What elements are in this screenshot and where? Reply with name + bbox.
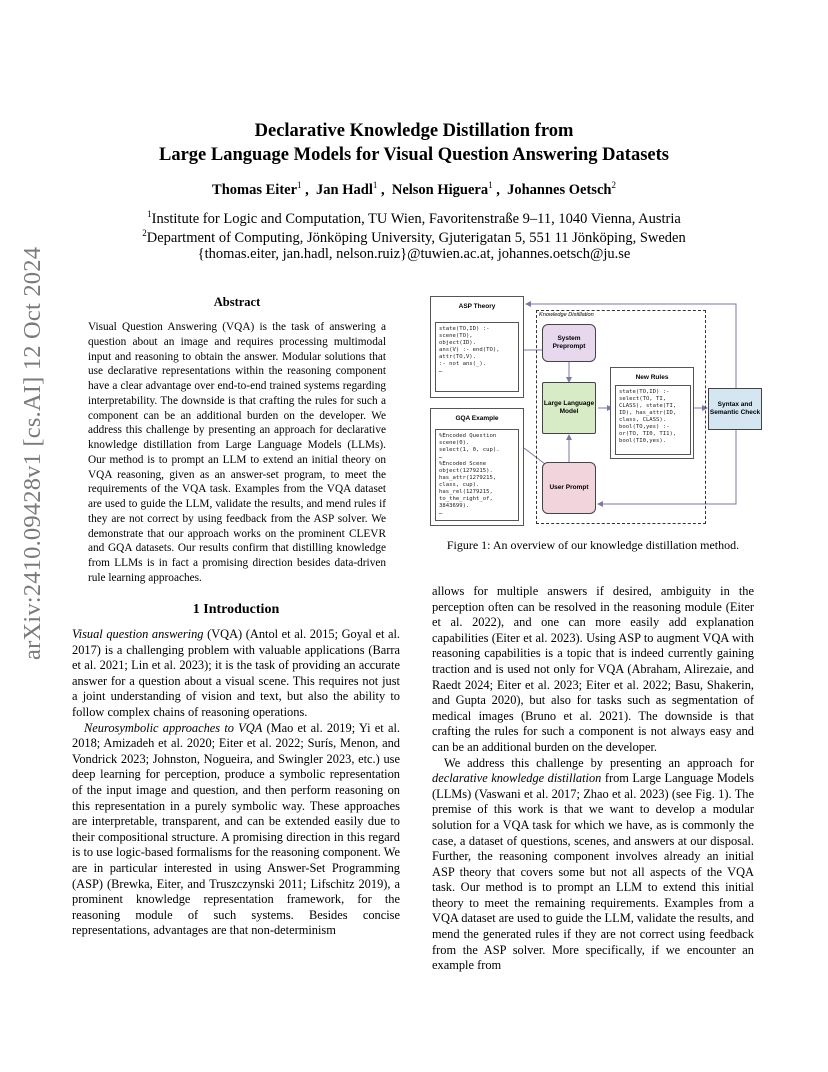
knowledge-distillation-label: Knowledge Distillation — [539, 312, 594, 318]
author-emails: {thomas.eiter, jan.hadl, nelson.ruiz}@tuwien.ac.at, johannes.oetsch@ju.se — [197, 246, 631, 262]
intro-paragraph-2: Neurosymbolic approaches to VQA (Mao et al. 2019; Yi et al. 2018; Amizadeh et al. 2020; Eiter et al. 2022; Surís, Menon, and Vondrick 2023; Johnston, Nogueira, and Swingler 2023, etc.) use deep learning for perception, produce a symbolic representation of the input image and question, and then perform reasoning on this representation in a purely symbolic way. These approaches are interpretable, transparent, and can be extended easily due to their compositional structure. A promising direction in this regard is to use logic-based formalisms for the reasoning component. We are in particular interested in using Answer-Set Programming (ASP) (Brewka, Eiter, and Truszczynski 2011; Lifschitz 2019), a prominent knowledge representation framework, for the reasoning module of such systems. Besides concise representations, advantages are that non-determinism — [72, 720, 400, 938]
gqa-example-panel — [430, 408, 524, 526]
syntax-semantic-check-node: Syntax and Semantic Check — [708, 388, 762, 430]
title-line-2: Large Language Models for Visual Question Answering Datasets — [159, 145, 669, 165]
gqa-example-title: GQA Example — [455, 415, 499, 422]
user-prompt-node: User Prompt — [542, 462, 596, 514]
right-column-text — [432, 584, 754, 974]
introduction-heading: 1 Introduction — [192, 602, 280, 617]
asp-theory-title: ASP Theory — [458, 303, 496, 310]
title-line-1: Declarative Knowledge Distillation from — [254, 121, 574, 141]
left-column-text — [72, 627, 400, 939]
affiliation-1: $^1$Institute for Logic and Computation, TU Wien, Favoritenstraße 9–11, 1040 Vienna, Austria — [147, 209, 681, 227]
new-rules-panel — [610, 367, 694, 459]
gqa-example-code: %Encoded Question scene(0). select(1, 0, cup). … %Encoded Scene object(1279215). has_attr(1279215, class, cup). has_rel(1279215, to_the_right_of, 3843699). … — [435, 429, 519, 521]
author-list: Thomas Eiter$^1$ , Jan Hadl$^1$ , Nelson Higuera$^1$ , Johannes Oetsch$^2$ — [212, 180, 616, 198]
figure-caption: Figure 1: An overview of our knowledge distillation method. — [446, 538, 740, 552]
system-preprompt-node: System Preprompt — [542, 324, 596, 362]
new-rules-title: New Rules — [635, 374, 669, 381]
author-3: Nelson Higuera$^1$ — [391, 180, 493, 198]
abstract-text: Visual Question Answering (VQA) is the task of answering a question about an image and requires processing multimodal input and reasoning to obtain the answer. Modular solutions that use declarative representations within the reasoning component have a clear advantage over end-to-end trained systems regarding interpretability. The downside is that crafting the rules for such a component can be an additional burden on the developer. We address this challenge by presenting an approach for declarative knowledge distillation from Large Language Models (LLMs). Our method is to prompt an LLM to extend an initial theory on VQA reasoning, given as an answer-set program, to meet the requirements of the VQA task. Examples from the VQA dataset are used to guide the LLM, validate the results, and mend rules if they are not correct by using feedback from the ASP solver. We demonstrate that our approach works on the prominent CLEVR and GQA datasets. Our results confirm that distilling knowledge from LLMs is in fact a promising direction besides data-driven rule learning approaches. — [88, 321, 386, 584]
new-rules-code: state(TO,ID) :- select(TO, TI, CLASS), state(TI, ID), has_attr(ID, class, CLASS). bool(TO,yes) :- or(TO, TI0, TI1), bool(TI0,yes). — [615, 385, 691, 455]
author-1: Thomas Eiter$^1$ — [212, 180, 302, 198]
asp-theory-code: state(TO,ID) :- scene(TO), object(ID). ans(V) :- end(TO), attr(TO,V). :- not ans(_). … — [435, 322, 519, 392]
intro-paragraph-1: Visual question answering (VQA) (Antol et al. 2015; Goyal et al. 2017) is a challenging problem with valuable applications (Barra et al. 2021; Lin et al. 2023); it is the task of providing an accurate answer for a question about a visual scene. This requires not just a joint understanding of vision and text, but also the ability to follow complex chains of reasoning operations. — [72, 627, 400, 719]
affiliation-2: $^2$Department of Computing, Jönköping University, Gjuterigatan 5, 551 11 Jönköping, Sweden — [142, 228, 686, 246]
abstract-heading: Abstract — [213, 295, 261, 309]
paper-title — [0, 119, 828, 167]
intro-paragraph-4: We address this challenge by presenting an approach for declarative knowledge distillation from Large Language Models (LLMs) (Vaswani et al. 2017; Zhao et al. 2023) (see Fig. 1). The premise of this work is that we want to develop a modular solution for a VQA task for which we have, as is commonly the case, a dataset of questions, scenes, and answers at our disposal. Further, the reasoning component involves already an initial ASP theory that covers some but not all aspects of the VQA task. Our method is to prompt an LLM to extend this initial theory to meet the remaining requirements. Examples from a VQA dataset are used to guide the LLM, validate the results, and mend the generated rules if they are not correct using feedback from the ASP solver. More specifically, if we encounter an example from — [432, 755, 754, 973]
intro-paragraph-3: allows for multiple answers if desired, ambiguity in the perception often can be resolved in the reasoning module (Eiter et al. 2022), and one can more easily add explanation capabilities (Eiter et al. 2023). Using ASP to augment VQA with reasoning capabilities is a topic that is indeed currently gaining traction and is used not only for VQA (Abraham, Alirezaie, and Raedt 2024; Eiter et al. 2023; Eiter et al. 2022; Basu, Shakerin, and Gupta 2020), but also for tasks such as segmentation of medical images (Bruno et al. 2021). The downside is that crafting the rules for such a component is not always easy and can be an additional burden on the developer. — [432, 584, 754, 754]
arxiv-side-label: arXiv:2410.09428v1 [cs.AI] 12 Oct 2024 — [19, 246, 46, 660]
figure-1 — [426, 290, 762, 530]
author-2: Jan Hadl$^1$ — [316, 180, 378, 198]
asp-theory-panel — [430, 296, 524, 398]
llm-node: Large Language Model — [542, 382, 596, 434]
author-4: Johannes Oetsch$^2$ — [507, 180, 616, 198]
